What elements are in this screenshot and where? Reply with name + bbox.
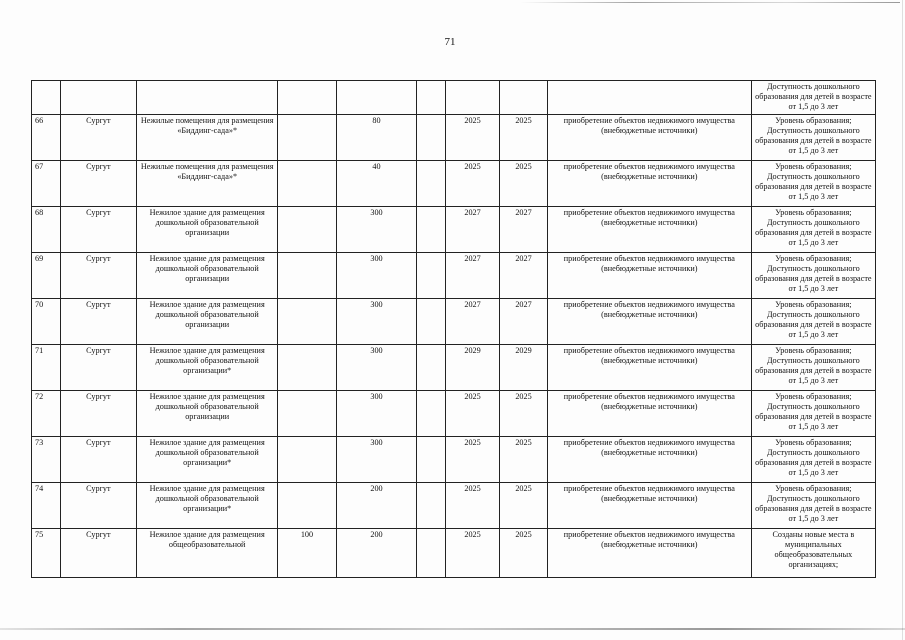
cell-spacer xyxy=(417,529,446,578)
cell-result: Уровень образования; Доступность дошкольного образования для детей в возрасте от 1,5 до 3 лет xyxy=(751,299,875,345)
cell-result: Уровень образования; Доступность дошкольного образования для детей в возрасте от 1,5 до 3 лет xyxy=(751,253,875,299)
cell-year-start: 2027 xyxy=(445,253,499,299)
cell-result: Созданы новые места в муниципальных общеобразовательных организациях; xyxy=(751,529,875,578)
cell-capacity-2: 200 xyxy=(336,529,417,578)
table-row xyxy=(32,345,876,391)
cell-capacity-2: 300 xyxy=(336,207,417,253)
cell-capacity-1 xyxy=(278,81,336,115)
cell-city: Сургут xyxy=(60,529,136,578)
cell-result: Уровень образования; Доступность дошкольного образования для детей в возрасте от 1,5 до 3 лет xyxy=(751,207,875,253)
cell-city: Сургут xyxy=(60,483,136,529)
cell-name: Нежилое здание для размещения дошкольной образовательной организации xyxy=(137,253,278,299)
cell-spacer xyxy=(417,253,446,299)
cell-name: Нежилое здание для размещения дошкольной образовательной организации xyxy=(137,207,278,253)
table-row xyxy=(32,253,876,299)
cell-city: Сургут xyxy=(60,253,136,299)
table-row xyxy=(32,299,876,345)
cell-spacer xyxy=(417,299,446,345)
cell-year-start: 2025 xyxy=(445,161,499,207)
cell-year-end: 2025 xyxy=(500,529,548,578)
cell-city: Сургут xyxy=(60,207,136,253)
cell-capacity-2: 300 xyxy=(336,253,417,299)
cell-capacity-2: 80 xyxy=(336,115,417,161)
cell-year-start xyxy=(445,81,499,115)
cell-spacer xyxy=(417,345,446,391)
cell-year-end: 2025 xyxy=(500,115,548,161)
cell-capacity-2: 300 xyxy=(336,437,417,483)
cell-capacity-1 xyxy=(278,161,336,207)
cell-method: приобретение объектов недвижимого имущества (внебюджетные источники) xyxy=(547,483,751,529)
cell-city: Сургут xyxy=(60,161,136,207)
cell-num: 69 xyxy=(32,253,61,299)
cell-num: 66 xyxy=(32,115,61,161)
cell-name xyxy=(137,81,278,115)
cell-capacity-2 xyxy=(336,81,417,115)
cell-city: Сургут xyxy=(60,299,136,345)
cell-capacity-2: 300 xyxy=(336,299,417,345)
cell-city: Сургут xyxy=(60,391,136,437)
cell-city: Сургут xyxy=(60,437,136,483)
cell-num: 70 xyxy=(32,299,61,345)
cell-num: 73 xyxy=(32,437,61,483)
cell-spacer xyxy=(417,81,446,115)
cell-capacity-2: 300 xyxy=(336,391,417,437)
investment-objects-table xyxy=(31,80,876,578)
cell-method: приобретение объектов недвижимого имущества (внебюджетные источники) xyxy=(547,437,751,483)
cell-year-start: 2025 xyxy=(445,483,499,529)
cell-spacer xyxy=(417,391,446,437)
cell-year-end: 2025 xyxy=(500,483,548,529)
cell-capacity-1 xyxy=(278,207,336,253)
cell-result: Уровень образования; Доступность дошкольного образования для детей в возрасте от 1,5 до 3 лет xyxy=(751,345,875,391)
cell-capacity-1 xyxy=(278,483,336,529)
cell-spacer xyxy=(417,437,446,483)
cell-result: Уровень образования; Доступность дошкольного образования для детей в возрасте от 1,5 до 3 лет xyxy=(751,483,875,529)
table-row xyxy=(32,115,876,161)
cell-year-end: 2025 xyxy=(500,437,548,483)
cell-result: Уровень образования; Доступность дошкольного образования для детей в возрасте от 1,5 до 3 лет xyxy=(751,391,875,437)
cell-method: приобретение объектов недвижимого имущества (внебюджетные источники) xyxy=(547,345,751,391)
cell-year-start: 2025 xyxy=(445,391,499,437)
cell-result: Доступность дошкольного образования для детей в возрасте от 1,5 до 3 лет xyxy=(751,81,875,115)
cell-spacer xyxy=(417,115,446,161)
cell-num: 67 xyxy=(32,161,61,207)
cell-year-end: 2029 xyxy=(500,345,548,391)
cell-year-start: 2027 xyxy=(445,299,499,345)
cell-name: Нежилое здание для размещения дошкольной образовательной организации xyxy=(137,299,278,345)
cell-name: Нежилые помещения для размещения «Биддинг-сада»* xyxy=(137,115,278,161)
cell-name: Нежилое здание для размещения дошкольной образовательной организации xyxy=(137,391,278,437)
cell-year-start: 2029 xyxy=(445,345,499,391)
cell-name: Нежилое здание для размещения общеобразовательной xyxy=(137,529,278,578)
cell-year-end: 2027 xyxy=(500,299,548,345)
table-body xyxy=(32,81,876,578)
cell-year-end: 2025 xyxy=(500,391,548,437)
cell-name: Нежилое здание для размещения дошкольной образовательной организации* xyxy=(137,345,278,391)
cell-method: приобретение объектов недвижимого имущества (внебюджетные источники) xyxy=(547,207,751,253)
cell-spacer xyxy=(417,483,446,529)
cell-year-end xyxy=(500,81,548,115)
cell-capacity-1 xyxy=(278,437,336,483)
cell-year-end: 2027 xyxy=(500,253,548,299)
cell-result: Уровень образования; Доступность дошкольного образования для детей в возрасте от 1,5 до 3 лет xyxy=(751,161,875,207)
cell-spacer xyxy=(417,207,446,253)
cell-capacity-2: 200 xyxy=(336,483,417,529)
scan-edge-top xyxy=(520,2,900,3)
cell-num: 68 xyxy=(32,207,61,253)
cell-spacer xyxy=(417,161,446,207)
table-row xyxy=(32,391,876,437)
cell-method: приобретение объектов недвижимого имущества (внебюджетные источники) xyxy=(547,161,751,207)
cell-year-start: 2025 xyxy=(445,115,499,161)
table-row xyxy=(32,529,876,578)
cell-method xyxy=(547,81,751,115)
cell-method: приобретение объектов недвижимого имущества (внебюджетные источники) xyxy=(547,529,751,578)
table-row xyxy=(32,207,876,253)
cell-year-start: 2027 xyxy=(445,207,499,253)
cell-capacity-2: 40 xyxy=(336,161,417,207)
cell-capacity-1 xyxy=(278,391,336,437)
cell-capacity-2: 300 xyxy=(336,345,417,391)
cell-num: 72 xyxy=(32,391,61,437)
cell-year-start: 2025 xyxy=(445,437,499,483)
cell-city: Сургут xyxy=(60,345,136,391)
table-row xyxy=(32,161,876,207)
cell-method: приобретение объектов недвижимого имущества (внебюджетные источники) xyxy=(547,253,751,299)
cell-num: 75 xyxy=(32,529,61,578)
cell-method: приобретение объектов недвижимого имущества (внебюджетные источники) xyxy=(547,299,751,345)
cell-capacity-1 xyxy=(278,299,336,345)
cell-year-end: 2027 xyxy=(500,207,548,253)
cell-city xyxy=(60,81,136,115)
cell-year-end: 2025 xyxy=(500,161,548,207)
cell-name: Нежилое здание для размещения дошкольной образовательной организации* xyxy=(137,437,278,483)
cell-name: Нежилое здание для размещения дошкольной образовательной организации* xyxy=(137,483,278,529)
cell-num: 74 xyxy=(32,483,61,529)
cell-capacity-1 xyxy=(278,115,336,161)
table-row xyxy=(32,483,876,529)
scan-edge-right xyxy=(902,0,903,640)
scan-edge-bottom xyxy=(0,628,905,630)
cell-city: Сургут xyxy=(60,115,136,161)
cell-result: Уровень образования; Доступность дошкольного образования для детей в возрасте от 1,5 до 3 лет xyxy=(751,115,875,161)
table-row xyxy=(32,437,876,483)
cell-result: Уровень образования; Доступность дошкольного образования для детей в возрасте от 1,5 до 3 лет xyxy=(751,437,875,483)
cell-num xyxy=(32,81,61,115)
cell-num: 71 xyxy=(32,345,61,391)
cell-name: Нежилые помещения для размещения «Биддинг-сада»* xyxy=(137,161,278,207)
cell-capacity-1: 100 xyxy=(278,529,336,578)
table-row xyxy=(32,81,876,115)
cell-method: приобретение объектов недвижимого имущества (внебюджетные источники) xyxy=(547,115,751,161)
page-number: 71 xyxy=(444,36,456,48)
cell-capacity-1 xyxy=(278,345,336,391)
cell-capacity-1 xyxy=(278,253,336,299)
cell-method: приобретение объектов недвижимого имущества (внебюджетные источники) xyxy=(547,391,751,437)
cell-year-start: 2025 xyxy=(445,529,499,578)
